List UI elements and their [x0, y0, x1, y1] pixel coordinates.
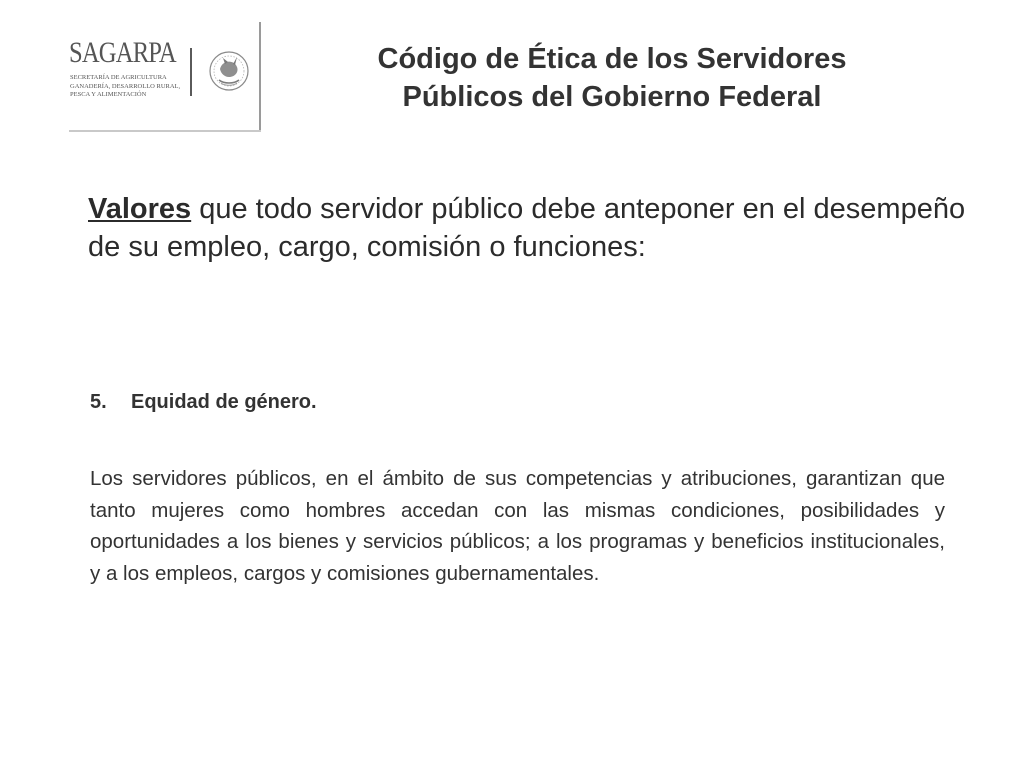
value-title: Equidad de género.: [131, 391, 317, 413]
logo-divider: [190, 48, 192, 96]
page-title: [300, 40, 924, 116]
logo-text-block: [69, 22, 187, 130]
intro-text: que todo servidor público debe anteponer en el desempeño de su empleo, cargo, comisión o funciones:: [88, 193, 966, 263]
value-number: 5.: [90, 391, 107, 413]
mexican-coat-of-arms-icon: [207, 42, 251, 100]
logo-subtitle-line-3: PESCA Y ALIMENTACIÓN: [70, 91, 147, 98]
sagarpa-logo: [69, 22, 261, 132]
logo-subtitle-line-2: GANADERÍA, DESARROLLO RURAL,: [70, 82, 181, 90]
logo-subtitle-line-1: SECRETARÍA DE AGRICULTURA: [70, 74, 167, 81]
value-heading: [90, 391, 317, 414]
logo-wordmark: SAGARPA: [69, 36, 176, 69]
value-description: Los servidores públicos, en el ámbito de sus competencias y atribuciones, garantizan que tanto mujeres como hombres accedan con las mismas condiciones, posibilidades y oportunidades a los bienes y servicios públicos; a los programas y beneficios institucionales, y a los empleos, cargos y comisiones gubernamentales.: [90, 467, 945, 585]
intro-statement: [88, 190, 968, 266]
intro-keyword: Valores: [88, 193, 192, 225]
logo-subtitle: [70, 74, 180, 100]
page-title-line-1: Código de Ética de los Servidores: [377, 43, 847, 75]
logo-right-edge: [259, 22, 261, 130]
page-title-line-2: Públicos del Gobierno Federal: [402, 81, 822, 113]
